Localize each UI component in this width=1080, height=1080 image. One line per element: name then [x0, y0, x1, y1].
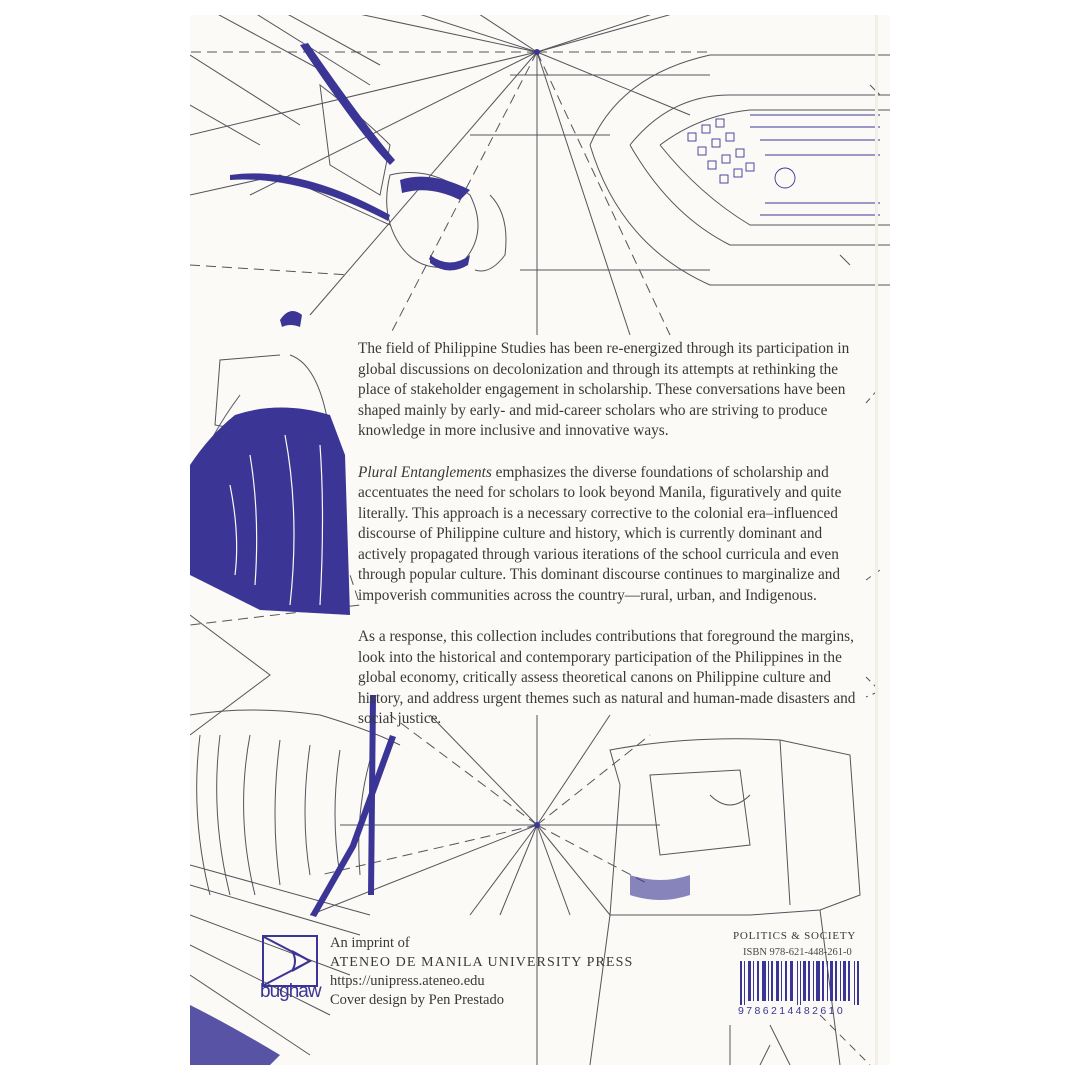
blurb-paragraph-1: The field of Philippine Studies has been re-energized through its participation in global discussions on decolonization and through its attempts at rethinking the place of stakeholder engagement in scholarship. These conversations have been shaped mainly by early- and mid-career scholars who are striving to produce knowledge in more inclusive and innovative ways. [358, 340, 850, 439]
logo-wordmark: bughaw [260, 981, 321, 1002]
subject-category: POLITICS & SOCIETY [733, 930, 857, 942]
arrow-triangle-icon [264, 937, 316, 985]
spine-crease [875, 15, 878, 1065]
barcode-digits: 9786214482610 [738, 1005, 846, 1017]
bughaw-logo [260, 935, 321, 1002]
blurb-paragraph-3: As a response, this collection includes contributions that foreground the margins, look into the historical and contemporary participation of the Philippines in the global economy, critically assess theoretical canons on Philippine culture and history, and address urgent themes such as natural and human-made disasters and social justice. [358, 628, 856, 727]
press-name: ATENEO DE MANILA UNIVERSITY PRESS [330, 955, 634, 970]
starburst-bottom [310, 715, 660, 1065]
imprint-line: An imprint of [330, 935, 410, 951]
blurb-paragraph-2: Plural Entanglements emphasizes the diverse foundations of scholarship and accentuates the need for scholars to look beyond Manila, figuratively and quite literally. This approach is a necessary corrective to the colonial era–influenced discourse of Philippine culture and history, which is currently dominant and actively propagated through various iterations of the school curricula and even through popular culture. This dominant discourse continues to marginalize and impoverish communities across the country—rural, urban, and Indigenous. [358, 463, 842, 604]
press-url[interactable]: https://unipress.ateneo.edu [330, 973, 485, 989]
cover-credit: Cover design by Pen Prestado [330, 992, 504, 1008]
cover-blurb [358, 339, 870, 751]
isbn-barcode [740, 961, 860, 1005]
book-back-cover [190, 15, 890, 1065]
isbn-label: ISBN 978-621-448-261-0 [743, 947, 852, 958]
book-title: Plural Entanglements [358, 463, 492, 481]
